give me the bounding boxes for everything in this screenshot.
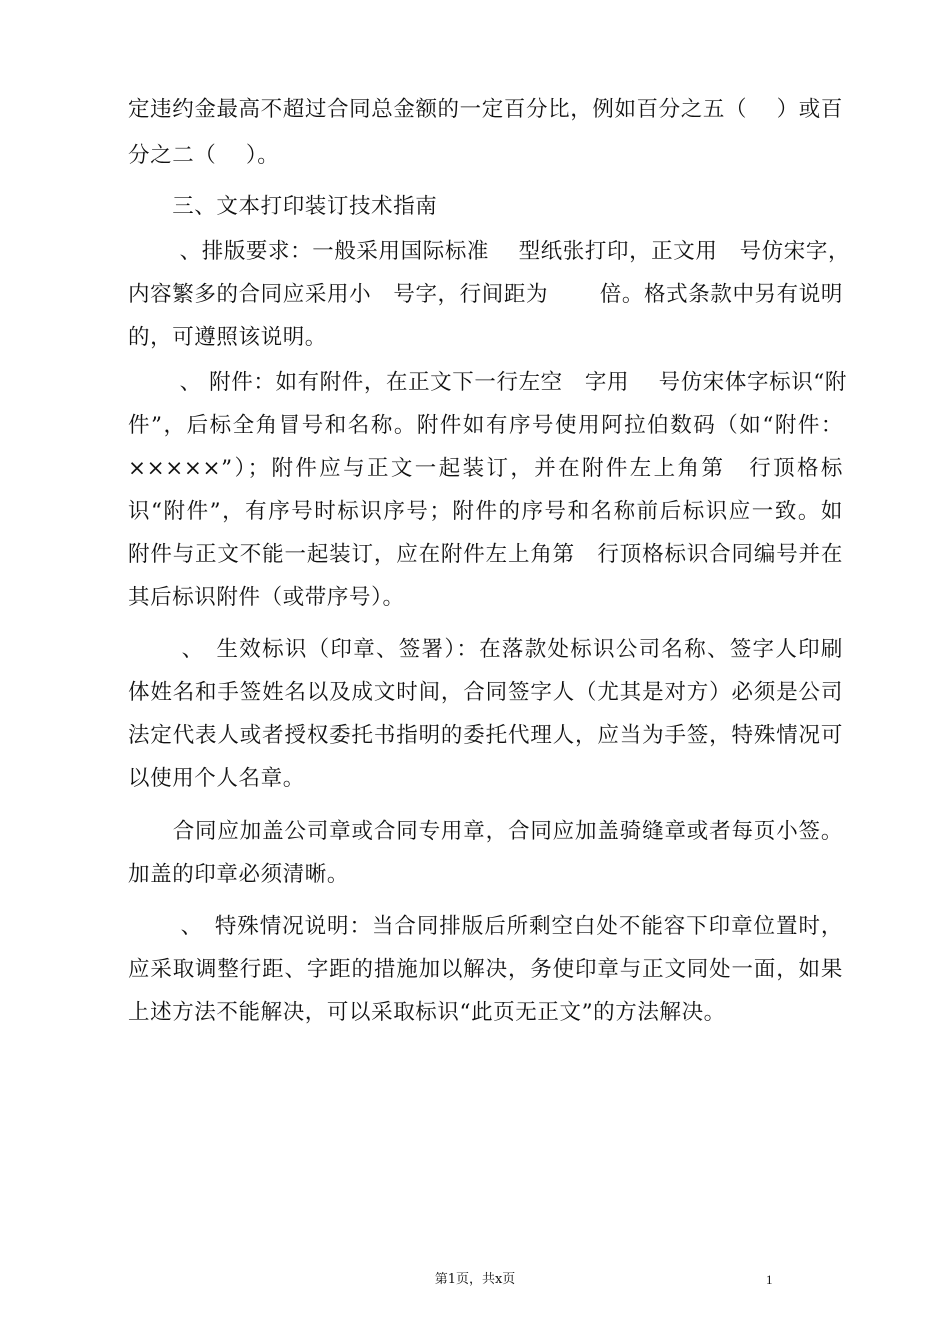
paragraph-line: 应采取调整行距、字距的措施加以解决，务使印章与正文同处一面，如果 (128, 957, 843, 982)
page-footer-label: 第1页，共x页 (434, 1272, 516, 1287)
page-number: 1 (766, 1272, 773, 1287)
paragraph-line: 、 生效标识（印章、签署）：在落款处标识公司名称、签字人印刷 (128, 637, 843, 662)
paragraph-line: 合同应加盖公司章或合同专用章，合同应加盖骑缝章或者每页小签。 (128, 819, 843, 844)
paragraph-line: 上述方法不能解决，可以采取标识“此页无正文”的方法解决。 (128, 1000, 726, 1025)
paragraph-line: ×××××”）；附件应与正文一起装订，并在附件左上角第 行顶格标 (128, 456, 843, 481)
paragraph-line: 内容繁多的合同应采用小 号字，行间距为 倍。格式条款中另有说明 (128, 282, 843, 307)
paragraph-line: 、 附件：如有附件，在正文下一行左空 字用 号仿宋体字标识“附 (128, 370, 847, 395)
paragraph-line: 、 特殊情况说明：当合同排版后所剩空白处不能容下印章位置时， (128, 914, 843, 939)
paragraph-line: 体姓名和手签姓名以及成文时间，合同签字人（尤其是对方）必须是公司 (128, 680, 843, 705)
paragraph-line: 以使用个人名章。 (128, 766, 305, 791)
paragraph-line: 的，可遵照该说明。 (128, 325, 327, 350)
section-heading: 三、文本打印装订技术指南 (128, 194, 438, 219)
paragraph-line: 加盖的印章必须清晰。 (128, 862, 350, 887)
paragraph-line: 其后标识附件（或带序号）。 (128, 585, 405, 610)
paragraph-line: 附件与正文不能一起装订，应在附件左上角第 行顶格标识合同编号并在 (128, 542, 843, 567)
paragraph-line: 识“附件”，有序号时标识序号；附件的序号和名称前后标识应一致。如 (128, 499, 843, 524)
paragraph-line: 法定代表人或者授权委托书指明的委托代理人，应当为手签，特殊情况可 (128, 723, 843, 748)
paragraph-line: 分之二（ ）。 (128, 143, 280, 168)
paragraph-line: 定违约金最高不超过合同总金额的一定百分比，例如百分之五（ ）或百 (128, 97, 843, 122)
paragraph-line: 件”，后标全角冒号和名称。附件如有序号使用阿拉伯数码（如“附件： (128, 413, 843, 438)
paragraph-line: 、排版要求：一般采用国际标准 型纸张打印，正文用 号仿宋字， (128, 239, 851, 264)
